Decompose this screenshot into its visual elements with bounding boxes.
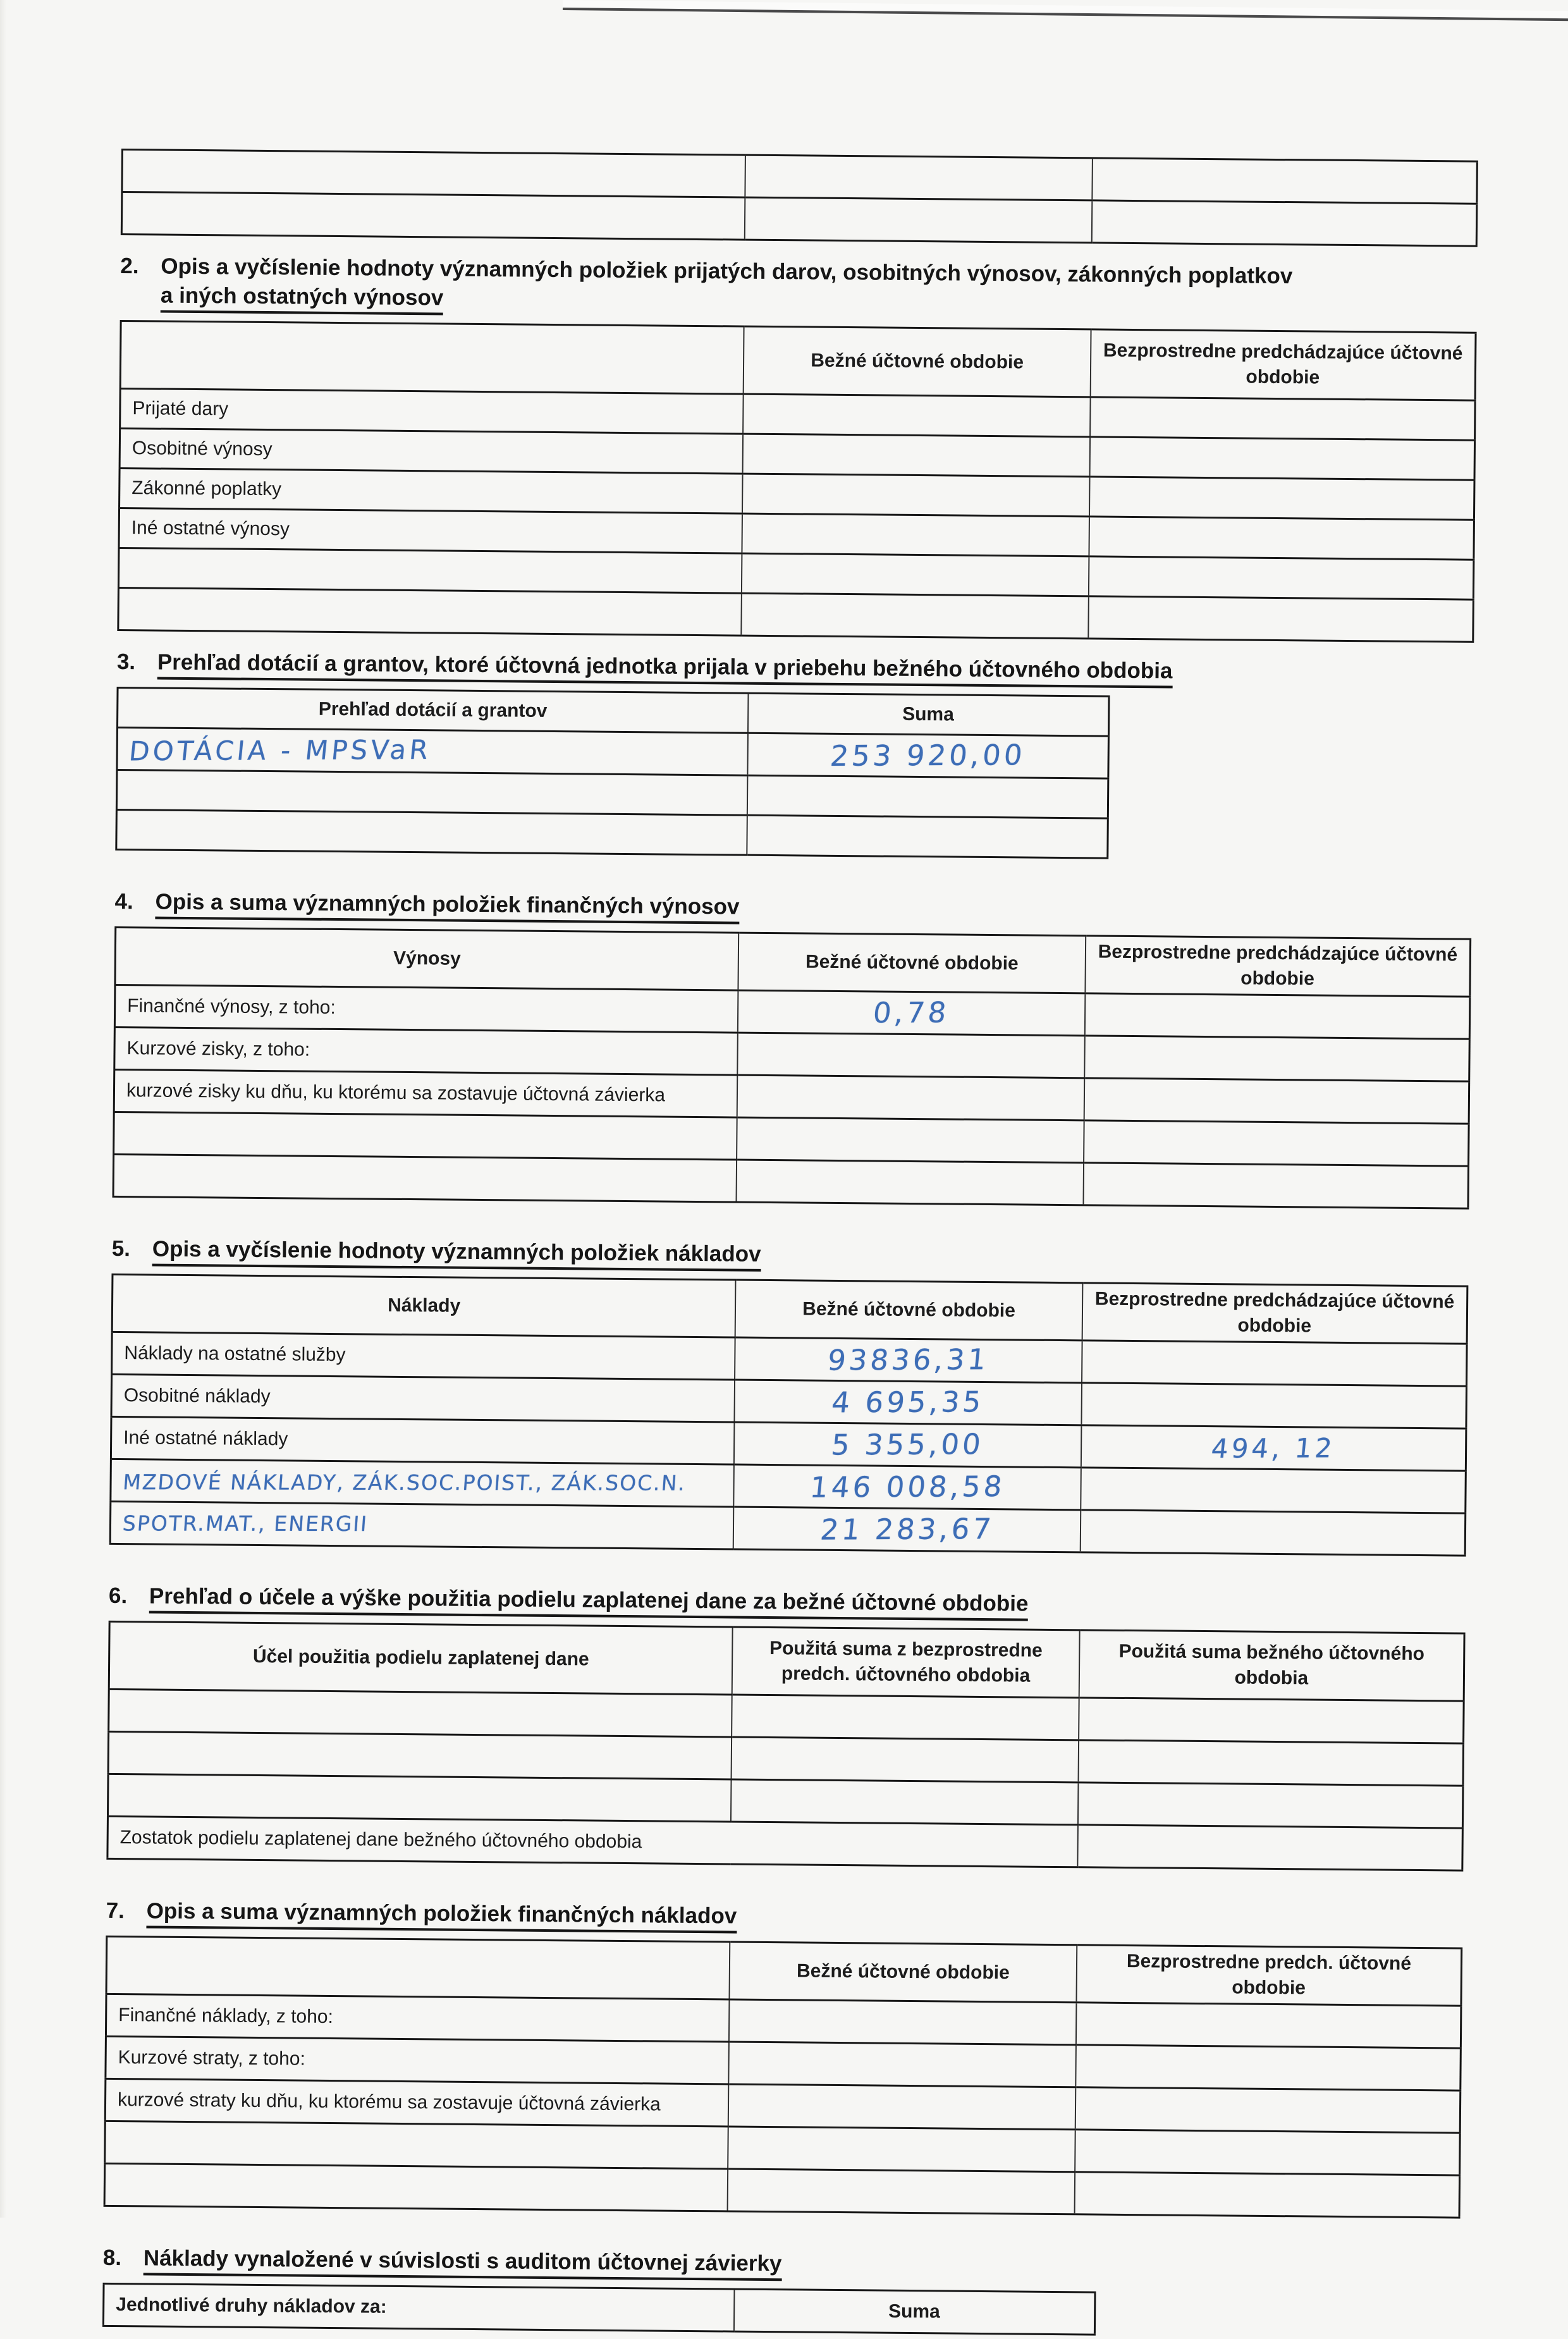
value-cell bbox=[735, 1380, 1082, 1425]
empty-header-cell bbox=[120, 321, 744, 395]
audit-costs-table bbox=[102, 2283, 1096, 2336]
table-header-row bbox=[103, 2283, 1094, 2335]
remainder-label: Zostatok podielu zaplatenej dane bežného účtovného obdobia bbox=[107, 1816, 1078, 1867]
empty-cell bbox=[745, 155, 1093, 200]
empty-cell bbox=[1077, 1825, 1462, 1870]
column-header-sum: Suma bbox=[748, 693, 1109, 736]
section-title: Prehľad dotácií a grantov, ktoré účtovná jednotka prijala v priebehu bežného účtovného obdobia bbox=[157, 650, 1173, 689]
value-cell bbox=[738, 1033, 1085, 1078]
donations-revenues-table bbox=[117, 320, 1476, 643]
column-header-previous-period: Bezprostredne predchádzajúce účtovné obdobie bbox=[1090, 329, 1476, 400]
empty-cell bbox=[105, 2121, 728, 2169]
column-header-previous-period: Bezprostredne predchádzajúce účtovné obdobie bbox=[1082, 1283, 1467, 1344]
value-cell bbox=[1076, 2003, 1461, 2048]
empty-cell bbox=[116, 809, 747, 855]
row-label: Osobitné náklady bbox=[111, 1374, 735, 1422]
value-cell bbox=[1084, 1036, 1469, 1081]
empty-cell bbox=[104, 2163, 728, 2211]
value-cell bbox=[1089, 477, 1474, 520]
empty-cell bbox=[742, 553, 1089, 596]
column-header-expenses: Náklady bbox=[112, 1274, 736, 1337]
empty-cell bbox=[108, 1731, 732, 1779]
handwritten-value: 494, 12 bbox=[1210, 1432, 1337, 1464]
page-content bbox=[102, 149, 1478, 2339]
empty-cell bbox=[747, 815, 1108, 858]
tax-share-usage-table bbox=[106, 1621, 1465, 1872]
section-title: Prehľad o účele a výške použitia podielu zaplatenej dane za bežné účtovné obdobie bbox=[149, 1583, 1029, 1621]
handwritten-row-label: MZDOVÉ NÁKLADY, ZÁK.SOC.POIST., ZÁK.SOC.N. bbox=[122, 1469, 687, 1495]
empty-cell bbox=[1092, 158, 1477, 204]
row-label: Finančné výnosy, z toho: bbox=[114, 985, 738, 1033]
column-header-sum: Suma bbox=[734, 2289, 1095, 2335]
column-header-current-period: Bežné účtovné obdobie bbox=[730, 1942, 1077, 2003]
row-label-handwritten bbox=[111, 1459, 734, 1507]
empty-cell bbox=[118, 587, 742, 635]
empty-cell bbox=[1078, 1783, 1463, 1828]
empty-cell bbox=[122, 150, 745, 198]
value-cell bbox=[733, 1507, 1081, 1552]
row-label: Náklady na ostatné služby bbox=[112, 1332, 735, 1380]
empty-cell bbox=[109, 1689, 732, 1737]
empty-cell bbox=[732, 1695, 1079, 1740]
empty-cell bbox=[1083, 1163, 1468, 1208]
row-label: kurzové zisky ku dňu, ku ktorému sa zostavuje účtovná závierka bbox=[114, 1069, 737, 1117]
column-header-current-period: Bežné účtovné obdobie bbox=[738, 933, 1086, 993]
handwritten-value: 5 355,00 bbox=[830, 1427, 986, 1462]
row-label: Osobitné výnosy bbox=[119, 428, 743, 474]
column-header-purpose: Účel použitia podielu zaplatenej dane bbox=[109, 1621, 733, 1695]
empty-cell bbox=[1078, 1740, 1463, 1786]
value-cell bbox=[728, 2084, 1075, 2130]
value-cell bbox=[1081, 1383, 1466, 1428]
row-label: kurzové straty ku dňu, ku ktorému sa zostavuje účtovná závierka bbox=[105, 2078, 728, 2127]
empty-cell bbox=[1084, 1120, 1469, 1166]
value-cell bbox=[1081, 1468, 1466, 1513]
section-number: 5. bbox=[111, 1236, 131, 1262]
empty-cell bbox=[1075, 2130, 1460, 2175]
expenses-table bbox=[109, 1274, 1469, 1557]
row-label: Kurzové zisky, z toho: bbox=[114, 1027, 738, 1075]
empty-cell bbox=[742, 593, 1089, 639]
empty-cell bbox=[737, 1117, 1084, 1163]
column-header-current-period: Bežné účtovné obdobie bbox=[735, 1280, 1082, 1341]
value-cell bbox=[1075, 2045, 1461, 2090]
empty-cell bbox=[121, 192, 745, 240]
handwritten-grant-sum: 253 920,00 bbox=[828, 738, 1027, 773]
value-cell bbox=[1081, 1425, 1466, 1471]
value-cell bbox=[743, 434, 1090, 477]
section-2-heading bbox=[120, 252, 1478, 322]
value-cell bbox=[1089, 437, 1474, 480]
section-title-line2: a iných ostatných výnosov bbox=[161, 283, 444, 316]
empty-cell bbox=[745, 197, 1092, 243]
handwritten-grant-name: DOTÁCIA - MPSVaR bbox=[127, 734, 433, 766]
section-title: Opis a vyčíslenie hodnoty významných položiek nákladov bbox=[152, 1236, 761, 1271]
grant-name-cell bbox=[117, 727, 748, 775]
column-header-previous-used: Použitá suma z bezprostredne predch. účtovného obdobia bbox=[732, 1627, 1080, 1698]
empty-cell bbox=[1074, 2172, 1459, 2218]
column-header-revenues: Výnosy bbox=[115, 927, 739, 990]
section-number: 4. bbox=[114, 888, 133, 914]
section-number: 2. bbox=[120, 253, 139, 279]
value-cell bbox=[1085, 993, 1470, 1039]
value-cell bbox=[742, 474, 1089, 517]
grants-table bbox=[115, 687, 1110, 859]
value-cell bbox=[734, 1464, 1081, 1510]
value-cell bbox=[742, 513, 1089, 556]
section-title bbox=[161, 252, 1293, 321]
handwritten-row-label: SPOTR.MAT., ENERGII bbox=[121, 1510, 369, 1536]
section-title-line1: Opis a vyčíslenie hodnoty významných položiek prijatých darov, osobitných výnosov, zákonných poplatkov bbox=[161, 254, 1293, 289]
table-header-row bbox=[109, 1621, 1464, 1701]
empty-cell bbox=[113, 1154, 737, 1202]
row-label: Finančné náklady, z toho: bbox=[106, 1994, 729, 2042]
column-header-previous-period: Bezprostredne predch. účtovné obdobie bbox=[1076, 1945, 1461, 2006]
handwritten-value: 0,78 bbox=[871, 995, 952, 1030]
value-cell bbox=[1082, 1341, 1467, 1386]
row-label: Iné ostatné náklady bbox=[111, 1416, 734, 1464]
row-label: Zákonné poplatky bbox=[119, 468, 743, 513]
empty-cell bbox=[732, 1737, 1079, 1783]
value-cell bbox=[743, 394, 1090, 437]
column-header-previous-period: Bezprostredne predchádzajúce účtovné obdobie bbox=[1085, 936, 1470, 997]
empty-cell bbox=[728, 2169, 1075, 2214]
row-label-handwritten bbox=[110, 1501, 733, 1549]
value-cell bbox=[1089, 517, 1474, 560]
empty-cell bbox=[118, 548, 742, 593]
column-header-current-used: Použitá suma bežného účtovného obdobia bbox=[1079, 1630, 1465, 1701]
value-cell bbox=[729, 1999, 1076, 2045]
grant-sum-cell bbox=[747, 733, 1108, 778]
empty-cell bbox=[1079, 1698, 1464, 1743]
value-cell bbox=[1081, 1510, 1466, 1556]
empty-cell bbox=[731, 1779, 1078, 1825]
empty-cell bbox=[1092, 200, 1477, 246]
section-title: Opis a suma významných položiek finančných nákladov bbox=[146, 1898, 737, 1933]
value-cell bbox=[734, 1422, 1081, 1468]
row-label: Iné ostatné výnosy bbox=[119, 508, 742, 553]
empty-cell bbox=[114, 1112, 737, 1160]
empty-cell bbox=[116, 770, 747, 815]
handwritten-value: 21 283,67 bbox=[818, 1512, 996, 1547]
value-cell bbox=[737, 1075, 1084, 1120]
value-cell bbox=[1084, 1078, 1469, 1124]
table-row bbox=[116, 809, 1108, 858]
empty-cell bbox=[107, 1774, 731, 1822]
carryover-table bbox=[121, 149, 1478, 247]
financial-revenues-table bbox=[113, 926, 1472, 1210]
empty-cell bbox=[1088, 596, 1473, 642]
section-title: Opis a suma významných položiek finančných výnosov bbox=[155, 890, 739, 924]
section-title: Náklady vynaložené v súvislosti s auditom účtovnej závierky bbox=[144, 2245, 782, 2281]
value-cell bbox=[1075, 2087, 1461, 2133]
handwritten-value: 146 008,58 bbox=[808, 1470, 1007, 1504]
empty-cell bbox=[747, 775, 1108, 818]
section-number: 6. bbox=[108, 1583, 128, 1609]
column-header-cost-types: Jednotlivé druhy nákladov za: bbox=[103, 2283, 734, 2331]
value-cell bbox=[735, 1337, 1082, 1383]
column-header-current-period: Bežné účtovné obdobie bbox=[744, 326, 1091, 397]
value-cell bbox=[738, 990, 1085, 1036]
row-label: Prijaté dary bbox=[120, 388, 744, 434]
table-header-row bbox=[120, 321, 1476, 401]
financial-expenses-table bbox=[104, 1936, 1463, 2219]
value-cell bbox=[729, 2042, 1076, 2087]
section-number: 7. bbox=[106, 1898, 125, 1924]
empty-cell bbox=[728, 2127, 1075, 2172]
handwritten-value: 4 695,35 bbox=[830, 1385, 986, 1420]
row-label: Kurzové straty, z toho: bbox=[106, 2036, 729, 2084]
section-number: 3. bbox=[116, 649, 136, 675]
value-cell bbox=[1090, 397, 1475, 440]
column-header-grants: Prehľad dotácií a grantov bbox=[118, 687, 749, 733]
section-number: 8. bbox=[102, 2245, 122, 2271]
handwritten-value: 93836,31 bbox=[826, 1342, 991, 1377]
empty-header-cell bbox=[106, 1936, 730, 1999]
empty-cell bbox=[737, 1160, 1084, 1205]
empty-cell bbox=[1089, 556, 1474, 599]
